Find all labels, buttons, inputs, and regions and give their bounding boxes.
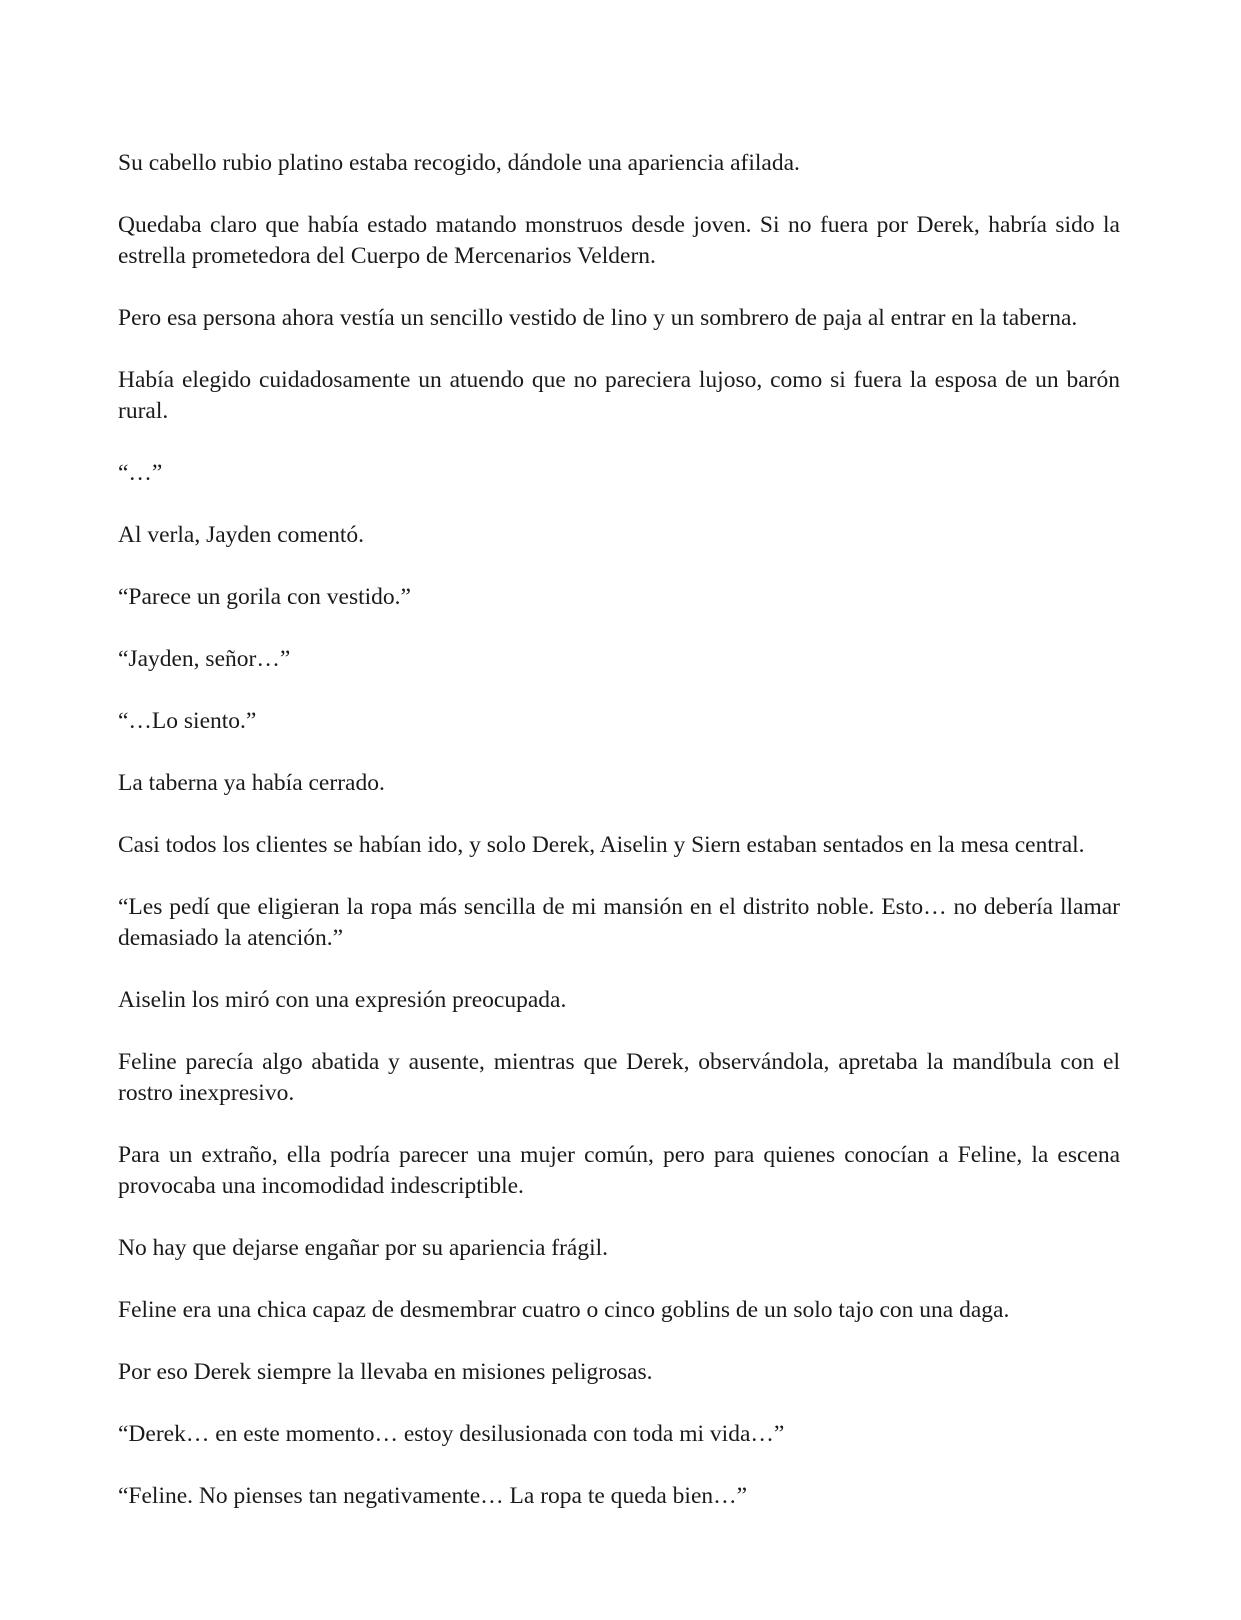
paragraph: Al verla, Jayden comentó.	[118, 522, 365, 548]
paragraph: Para un extraño, ella podría parecer una mujer común, pero para quienes conocían a Feline, la escena provocaba una incomodidad indescriptible.	[118, 1142, 1120, 1199]
paragraph: “Derek… en este momento… estoy desilusionada con toda mi vida…”	[118, 1421, 785, 1447]
paragraph: Feline parecía algo abatida y ausente, mientras que Derek, observándola, apretaba la mandíbula con el rostro inexpresivo.	[118, 1049, 1120, 1106]
paragraph: Quedaba claro que había estado matando monstruos desde joven. Si no fuera por Derek, habría sido la estrella prometedora del Cuerpo de Mercenarios Veldern.	[118, 212, 1120, 269]
document-body	[118, 148, 1120, 1512]
paragraph: La taberna ya había cerrado.	[118, 770, 385, 796]
paragraph: “…”	[118, 460, 163, 486]
paragraph: Feline era una chica capaz de desmembrar cuatro o cinco goblins de un solo tajo con una daga.	[118, 1297, 1010, 1323]
paragraph: Por eso Derek siempre la llevaba en misiones peligrosas.	[118, 1359, 653, 1385]
paragraph: No hay que dejarse engañar por su apariencia frágil.	[118, 1235, 609, 1261]
paragraph: Había elegido cuidadosamente un atuendo que no pareciera lujoso, como si fuera la esposa de un barón rural.	[118, 367, 1120, 424]
paragraph: “Parece un gorila con vestido.”	[118, 584, 411, 610]
paragraph: “Feline. No pienses tan negativamente… La ropa te queda bien…”	[118, 1483, 748, 1509]
paragraph: Su cabello rubio platino estaba recogido, dándole una apariencia afilada.	[118, 150, 800, 176]
paragraph: “Jayden, señor…”	[118, 646, 291, 672]
paragraph: Pero esa persona ahora vestía un sencillo vestido de lino y un sombrero de paja al entrar en la taberna.	[118, 305, 1078, 331]
paragraph: Aiselin los miró con una expresión preocupada.	[118, 987, 567, 1013]
paragraph: “Les pedí que eligieran la ropa más sencilla de mi mansión en el distrito noble. Esto… no debería llamar demasiado la atención.”	[118, 894, 1120, 951]
paragraph: Casi todos los clientes se habían ido, y solo Derek, Aiselin y Siern estaban sentados en la mesa central.	[118, 832, 1085, 858]
paragraph: “…Lo siento.”	[118, 708, 257, 734]
